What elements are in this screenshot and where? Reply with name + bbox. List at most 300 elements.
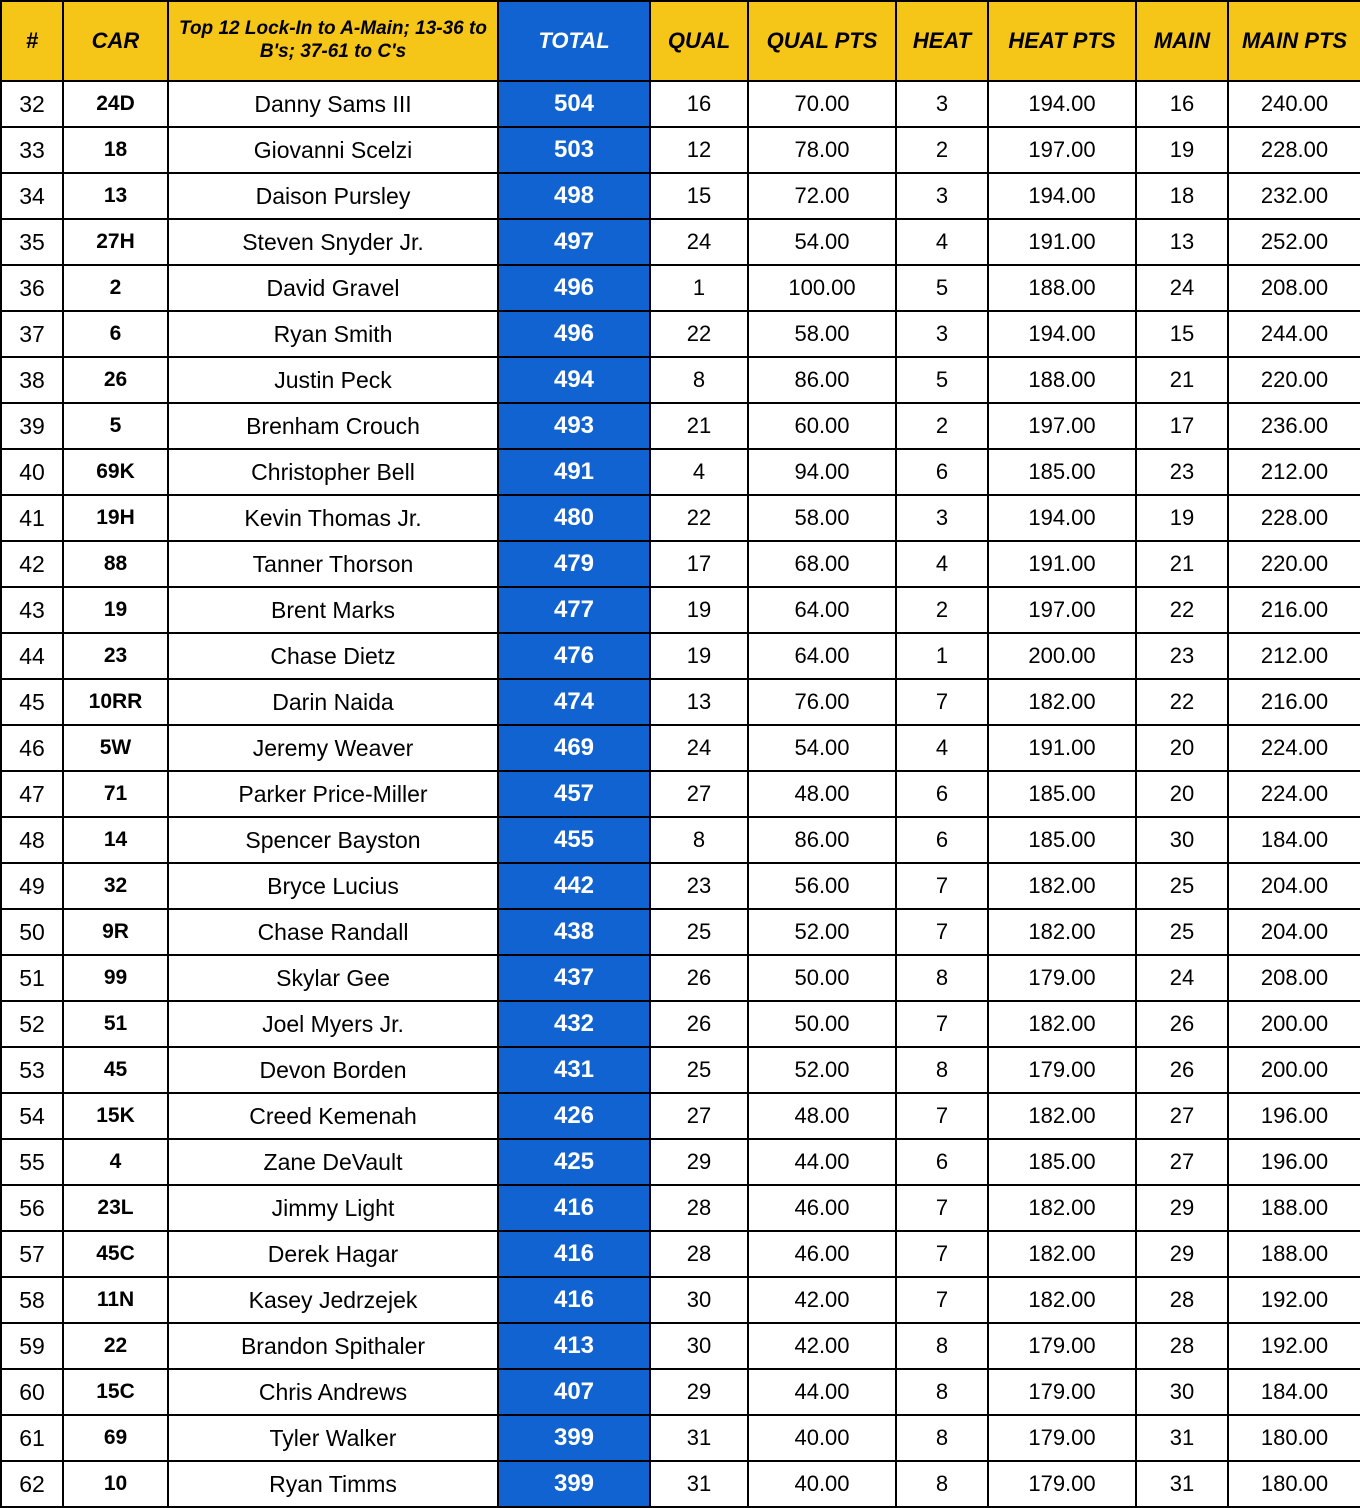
header-row xyxy=(1,1,1360,81)
cell-driver-name: Devon Borden xyxy=(168,1047,498,1093)
cell-main-pts: 212.00 xyxy=(1228,449,1360,495)
cell-car: 5W xyxy=(63,725,168,771)
cell-car: 99 xyxy=(63,955,168,1001)
cell-main-pts: 244.00 xyxy=(1228,311,1360,357)
cell-position: 56 xyxy=(1,1185,63,1231)
cell-position: 37 xyxy=(1,311,63,357)
cell-total: 496 xyxy=(498,265,650,311)
table-row xyxy=(1,541,1360,587)
table-row xyxy=(1,909,1360,955)
cell-car: 10 xyxy=(63,1461,168,1507)
column-header-qual-pts: QUAL PTS xyxy=(748,1,896,81)
cell-main: 17 xyxy=(1136,403,1228,449)
cell-car: 23L xyxy=(63,1185,168,1231)
cell-car: 11N xyxy=(63,1277,168,1323)
cell-position: 46 xyxy=(1,725,63,771)
cell-main: 21 xyxy=(1136,357,1228,403)
cell-driver-name: Chris Andrews xyxy=(168,1369,498,1415)
table-row xyxy=(1,817,1360,863)
cell-car: 5 xyxy=(63,403,168,449)
cell-qual-pts: 42.00 xyxy=(748,1277,896,1323)
cell-main-pts: 236.00 xyxy=(1228,403,1360,449)
cell-position: 49 xyxy=(1,863,63,909)
cell-main-pts: 208.00 xyxy=(1228,265,1360,311)
cell-heat-pts: 179.00 xyxy=(988,1323,1136,1369)
cell-main: 28 xyxy=(1136,1277,1228,1323)
table-row xyxy=(1,1093,1360,1139)
cell-car: 45C xyxy=(63,1231,168,1277)
cell-heat: 4 xyxy=(896,219,988,265)
cell-heat-pts: 188.00 xyxy=(988,357,1136,403)
cell-main: 27 xyxy=(1136,1139,1228,1185)
cell-car: 10RR xyxy=(63,679,168,725)
cell-driver-name: Zane DeVault xyxy=(168,1139,498,1185)
column-header-total: TOTAL xyxy=(498,1,650,81)
cell-driver-name: Steven Snyder Jr. xyxy=(168,219,498,265)
cell-heat: 6 xyxy=(896,771,988,817)
cell-driver-name: Spencer Bayston xyxy=(168,817,498,863)
cell-driver-name: Kevin Thomas Jr. xyxy=(168,495,498,541)
cell-qual: 23 xyxy=(650,863,748,909)
cell-main-pts: 228.00 xyxy=(1228,495,1360,541)
cell-total: 494 xyxy=(498,357,650,403)
cell-car: 45 xyxy=(63,1047,168,1093)
cell-position: 53 xyxy=(1,1047,63,1093)
cell-main: 18 xyxy=(1136,173,1228,219)
cell-heat-pts: 191.00 xyxy=(988,541,1136,587)
cell-main: 24 xyxy=(1136,265,1228,311)
table-row xyxy=(1,495,1360,541)
cell-driver-name: Tyler Walker xyxy=(168,1415,498,1461)
cell-heat: 7 xyxy=(896,1277,988,1323)
cell-position: 58 xyxy=(1,1277,63,1323)
cell-main: 30 xyxy=(1136,817,1228,863)
cell-qual-pts: 58.00 xyxy=(748,495,896,541)
cell-driver-name: Ryan Timms xyxy=(168,1461,498,1507)
cell-total: 431 xyxy=(498,1047,650,1093)
cell-heat-pts: 182.00 xyxy=(988,679,1136,725)
cell-qual-pts: 68.00 xyxy=(748,541,896,587)
cell-heat-pts: 185.00 xyxy=(988,817,1136,863)
cell-driver-name: Joel Myers Jr. xyxy=(168,1001,498,1047)
cell-qual: 28 xyxy=(650,1185,748,1231)
cell-driver-name: Giovanni Scelzi xyxy=(168,127,498,173)
cell-heat: 8 xyxy=(896,1415,988,1461)
cell-main: 19 xyxy=(1136,495,1228,541)
cell-qual-pts: 58.00 xyxy=(748,311,896,357)
cell-car: 23 xyxy=(63,633,168,679)
cell-heat: 2 xyxy=(896,403,988,449)
cell-driver-name: Brandon Spithaler xyxy=(168,1323,498,1369)
cell-driver-name: Danny Sams III xyxy=(168,81,498,127)
cell-total: 455 xyxy=(498,817,650,863)
cell-qual: 17 xyxy=(650,541,748,587)
cell-total: 480 xyxy=(498,495,650,541)
cell-position: 32 xyxy=(1,81,63,127)
cell-heat: 8 xyxy=(896,1047,988,1093)
cell-total: 477 xyxy=(498,587,650,633)
cell-driver-name: Chase Dietz xyxy=(168,633,498,679)
cell-main: 23 xyxy=(1136,633,1228,679)
cell-driver-name: Brent Marks xyxy=(168,587,498,633)
cell-driver-name: David Gravel xyxy=(168,265,498,311)
cell-qual-pts: 86.00 xyxy=(748,357,896,403)
cell-main-pts: 220.00 xyxy=(1228,357,1360,403)
cell-main: 19 xyxy=(1136,127,1228,173)
cell-heat: 5 xyxy=(896,265,988,311)
cell-qual-pts: 50.00 xyxy=(748,1001,896,1047)
cell-main-pts: 196.00 xyxy=(1228,1139,1360,1185)
cell-heat-pts: 182.00 xyxy=(988,1185,1136,1231)
cell-total: 416 xyxy=(498,1277,650,1323)
cell-qual-pts: 94.00 xyxy=(748,449,896,495)
cell-position: 48 xyxy=(1,817,63,863)
table-row xyxy=(1,1139,1360,1185)
cell-car: 88 xyxy=(63,541,168,587)
table-row xyxy=(1,1001,1360,1047)
cell-total: 491 xyxy=(498,449,650,495)
table-row xyxy=(1,1185,1360,1231)
cell-total: 413 xyxy=(498,1323,650,1369)
cell-heat-pts: 200.00 xyxy=(988,633,1136,679)
cell-car: 22 xyxy=(63,1323,168,1369)
cell-heat-pts: 179.00 xyxy=(988,1047,1136,1093)
cell-qual-pts: 48.00 xyxy=(748,1093,896,1139)
cell-car: 18 xyxy=(63,127,168,173)
cell-qual: 22 xyxy=(650,495,748,541)
cell-qual-pts: 44.00 xyxy=(748,1139,896,1185)
cell-main-pts: 184.00 xyxy=(1228,1369,1360,1415)
cell-heat: 2 xyxy=(896,127,988,173)
cell-heat-pts: 179.00 xyxy=(988,1415,1136,1461)
cell-qual: 19 xyxy=(650,633,748,679)
cell-total: 476 xyxy=(498,633,650,679)
cell-car: 14 xyxy=(63,817,168,863)
cell-position: 35 xyxy=(1,219,63,265)
cell-qual: 27 xyxy=(650,1093,748,1139)
cell-driver-name: Chase Randall xyxy=(168,909,498,955)
table-row xyxy=(1,1047,1360,1093)
cell-driver-name: Tanner Thorson xyxy=(168,541,498,587)
cell-main: 30 xyxy=(1136,1369,1228,1415)
cell-main-pts: 208.00 xyxy=(1228,955,1360,1001)
cell-heat-pts: 182.00 xyxy=(988,1277,1136,1323)
cell-main: 20 xyxy=(1136,771,1228,817)
cell-car: 71 xyxy=(63,771,168,817)
cell-heat-pts: 179.00 xyxy=(988,1369,1136,1415)
table-row xyxy=(1,1369,1360,1415)
cell-driver-name: Jeremy Weaver xyxy=(168,725,498,771)
cell-total: 479 xyxy=(498,541,650,587)
cell-main: 16 xyxy=(1136,81,1228,127)
cell-main: 29 xyxy=(1136,1231,1228,1277)
cell-qual: 29 xyxy=(650,1139,748,1185)
cell-qual: 31 xyxy=(650,1415,748,1461)
cell-heat: 7 xyxy=(896,679,988,725)
cell-total: 498 xyxy=(498,173,650,219)
cell-heat-pts: 191.00 xyxy=(988,219,1136,265)
cell-position: 39 xyxy=(1,403,63,449)
table-row xyxy=(1,311,1360,357)
cell-qual: 8 xyxy=(650,817,748,863)
table-row xyxy=(1,771,1360,817)
cell-qual: 16 xyxy=(650,81,748,127)
column-header-heat: HEAT xyxy=(896,1,988,81)
cell-qual-pts: 64.00 xyxy=(748,587,896,633)
cell-qual-pts: 52.00 xyxy=(748,1047,896,1093)
cell-car: 32 xyxy=(63,863,168,909)
cell-total: 438 xyxy=(498,909,650,955)
cell-main-pts: 200.00 xyxy=(1228,1047,1360,1093)
cell-main: 28 xyxy=(1136,1323,1228,1369)
cell-main: 22 xyxy=(1136,679,1228,725)
cell-main-pts: 224.00 xyxy=(1228,725,1360,771)
cell-car: 19 xyxy=(63,587,168,633)
cell-qual: 12 xyxy=(650,127,748,173)
table-row xyxy=(1,1231,1360,1277)
table-row xyxy=(1,1277,1360,1323)
cell-heat-pts: 197.00 xyxy=(988,403,1136,449)
cell-total: 416 xyxy=(498,1231,650,1277)
cell-main-pts: 204.00 xyxy=(1228,863,1360,909)
cell-qual: 30 xyxy=(650,1277,748,1323)
table-row xyxy=(1,587,1360,633)
cell-main-pts: 188.00 xyxy=(1228,1185,1360,1231)
cell-heat: 2 xyxy=(896,587,988,633)
cell-qual-pts: 46.00 xyxy=(748,1185,896,1231)
cell-driver-name: Parker Price-Miller xyxy=(168,771,498,817)
cell-total: 416 xyxy=(498,1185,650,1231)
table-row xyxy=(1,127,1360,173)
cell-qual-pts: 50.00 xyxy=(748,955,896,1001)
cell-qual-pts: 40.00 xyxy=(748,1461,896,1507)
cell-heat-pts: 182.00 xyxy=(988,1093,1136,1139)
cell-car: 13 xyxy=(63,173,168,219)
table-row xyxy=(1,725,1360,771)
cell-main-pts: 216.00 xyxy=(1228,679,1360,725)
cell-qual: 25 xyxy=(650,1047,748,1093)
table-row xyxy=(1,863,1360,909)
cell-qual: 8 xyxy=(650,357,748,403)
cell-total: 437 xyxy=(498,955,650,1001)
cell-car: 15K xyxy=(63,1093,168,1139)
cell-qual: 19 xyxy=(650,587,748,633)
cell-qual: 26 xyxy=(650,955,748,1001)
cell-heat-pts: 197.00 xyxy=(988,127,1136,173)
cell-main: 31 xyxy=(1136,1461,1228,1507)
cell-main-pts: 180.00 xyxy=(1228,1415,1360,1461)
cell-position: 55 xyxy=(1,1139,63,1185)
column-header-main: MAIN xyxy=(1136,1,1228,81)
cell-total: 496 xyxy=(498,311,650,357)
cell-main-pts: 188.00 xyxy=(1228,1231,1360,1277)
table-row xyxy=(1,633,1360,679)
cell-main-pts: 196.00 xyxy=(1228,1093,1360,1139)
cell-heat: 7 xyxy=(896,1093,988,1139)
cell-total: 497 xyxy=(498,219,650,265)
cell-position: 44 xyxy=(1,633,63,679)
cell-main-pts: 228.00 xyxy=(1228,127,1360,173)
cell-qual: 25 xyxy=(650,909,748,955)
cell-driver-name: Derek Hagar xyxy=(168,1231,498,1277)
cell-qual-pts: 78.00 xyxy=(748,127,896,173)
cell-driver-name: Jimmy Light xyxy=(168,1185,498,1231)
cell-car: 19H xyxy=(63,495,168,541)
cell-heat-pts: 179.00 xyxy=(988,955,1136,1001)
cell-qual-pts: 76.00 xyxy=(748,679,896,725)
cell-car: 9R xyxy=(63,909,168,955)
cell-position: 38 xyxy=(1,357,63,403)
cell-heat-pts: 182.00 xyxy=(988,909,1136,955)
cell-qual: 29 xyxy=(650,1369,748,1415)
cell-main: 24 xyxy=(1136,955,1228,1001)
cell-qual: 27 xyxy=(650,771,748,817)
table-row xyxy=(1,679,1360,725)
cell-heat: 8 xyxy=(896,1323,988,1369)
cell-position: 60 xyxy=(1,1369,63,1415)
cell-main: 15 xyxy=(1136,311,1228,357)
cell-qual: 30 xyxy=(650,1323,748,1369)
cell-heat-pts: 194.00 xyxy=(988,495,1136,541)
cell-car: 15C xyxy=(63,1369,168,1415)
cell-qual-pts: 64.00 xyxy=(748,633,896,679)
cell-driver-name: Skylar Gee xyxy=(168,955,498,1001)
cell-main: 26 xyxy=(1136,1047,1228,1093)
cell-position: 59 xyxy=(1,1323,63,1369)
cell-main-pts: 180.00 xyxy=(1228,1461,1360,1507)
cell-heat: 3 xyxy=(896,173,988,219)
cell-main-pts: 192.00 xyxy=(1228,1277,1360,1323)
cell-heat: 6 xyxy=(896,1139,988,1185)
cell-car: 24D xyxy=(63,81,168,127)
cell-heat-pts: 185.00 xyxy=(988,771,1136,817)
column-header-car: CAR xyxy=(63,1,168,81)
cell-main: 26 xyxy=(1136,1001,1228,1047)
cell-heat: 3 xyxy=(896,495,988,541)
cell-main-pts: 192.00 xyxy=(1228,1323,1360,1369)
cell-qual: 13 xyxy=(650,679,748,725)
cell-car: 4 xyxy=(63,1139,168,1185)
cell-heat: 7 xyxy=(896,863,988,909)
cell-total: 425 xyxy=(498,1139,650,1185)
cell-main: 13 xyxy=(1136,219,1228,265)
table-row xyxy=(1,265,1360,311)
cell-qual: 26 xyxy=(650,1001,748,1047)
cell-qual-pts: 42.00 xyxy=(748,1323,896,1369)
cell-main: 27 xyxy=(1136,1093,1228,1139)
cell-heat: 8 xyxy=(896,1461,988,1507)
table-row xyxy=(1,403,1360,449)
cell-main: 20 xyxy=(1136,725,1228,771)
cell-driver-name: Darin Naida xyxy=(168,679,498,725)
cell-heat: 6 xyxy=(896,449,988,495)
table-row xyxy=(1,1323,1360,1369)
cell-heat: 4 xyxy=(896,541,988,587)
cell-total: 442 xyxy=(498,863,650,909)
cell-car: 6 xyxy=(63,311,168,357)
cell-qual: 1 xyxy=(650,265,748,311)
cell-main-pts: 220.00 xyxy=(1228,541,1360,587)
column-header-qual: QUAL xyxy=(650,1,748,81)
cell-driver-name: Brenham Crouch xyxy=(168,403,498,449)
column-header-driver: Top 12 Lock-In to A-Main; 13-36 to B's; 37-61 to C's xyxy=(168,1,498,81)
cell-qual: 22 xyxy=(650,311,748,357)
cell-position: 43 xyxy=(1,587,63,633)
cell-heat-pts: 182.00 xyxy=(988,1001,1136,1047)
column-header-heat-pts: HEAT PTS xyxy=(988,1,1136,81)
cell-heat: 5 xyxy=(896,357,988,403)
cell-car: 2 xyxy=(63,265,168,311)
cell-qual-pts: 54.00 xyxy=(748,725,896,771)
cell-qual-pts: 48.00 xyxy=(748,771,896,817)
cell-qual: 4 xyxy=(650,449,748,495)
cell-heat-pts: 197.00 xyxy=(988,587,1136,633)
cell-main: 25 xyxy=(1136,909,1228,955)
table-row xyxy=(1,219,1360,265)
cell-position: 50 xyxy=(1,909,63,955)
cell-heat: 7 xyxy=(896,1185,988,1231)
cell-position: 62 xyxy=(1,1461,63,1507)
cell-heat: 6 xyxy=(896,817,988,863)
cell-main-pts: 232.00 xyxy=(1228,173,1360,219)
cell-position: 47 xyxy=(1,771,63,817)
cell-qual-pts: 56.00 xyxy=(748,863,896,909)
cell-total: 399 xyxy=(498,1461,650,1507)
cell-total: 504 xyxy=(498,81,650,127)
table-row xyxy=(1,955,1360,1001)
cell-position: 41 xyxy=(1,495,63,541)
cell-heat: 8 xyxy=(896,1369,988,1415)
cell-qual: 21 xyxy=(650,403,748,449)
table-row xyxy=(1,81,1360,127)
table-row xyxy=(1,357,1360,403)
cell-total: 469 xyxy=(498,725,650,771)
cell-main-pts: 224.00 xyxy=(1228,771,1360,817)
table-row xyxy=(1,1415,1360,1461)
cell-car: 69 xyxy=(63,1415,168,1461)
column-header-position: # xyxy=(1,1,63,81)
cell-main: 23 xyxy=(1136,449,1228,495)
cell-car: 27H xyxy=(63,219,168,265)
cell-main: 29 xyxy=(1136,1185,1228,1231)
cell-car: 69K xyxy=(63,449,168,495)
cell-driver-name: Creed Kemenah xyxy=(168,1093,498,1139)
cell-main-pts: 200.00 xyxy=(1228,1001,1360,1047)
cell-main: 31 xyxy=(1136,1415,1228,1461)
cell-main-pts: 240.00 xyxy=(1228,81,1360,127)
cell-position: 34 xyxy=(1,173,63,219)
cell-main-pts: 184.00 xyxy=(1228,817,1360,863)
cell-total: 457 xyxy=(498,771,650,817)
table-row xyxy=(1,449,1360,495)
cell-heat: 7 xyxy=(896,1231,988,1277)
cell-heat-pts: 194.00 xyxy=(988,173,1136,219)
cell-heat: 8 xyxy=(896,955,988,1001)
table-header xyxy=(1,1,1360,81)
cell-qual-pts: 100.00 xyxy=(748,265,896,311)
cell-heat: 3 xyxy=(896,81,988,127)
cell-heat: 7 xyxy=(896,909,988,955)
cell-position: 36 xyxy=(1,265,63,311)
cell-total: 503 xyxy=(498,127,650,173)
cell-driver-name: Bryce Lucius xyxy=(168,863,498,909)
cell-qual: 24 xyxy=(650,219,748,265)
cell-heat-pts: 182.00 xyxy=(988,1231,1136,1277)
cell-total: 399 xyxy=(498,1415,650,1461)
cell-qual: 31 xyxy=(650,1461,748,1507)
cell-position: 52 xyxy=(1,1001,63,1047)
cell-qual-pts: 52.00 xyxy=(748,909,896,955)
